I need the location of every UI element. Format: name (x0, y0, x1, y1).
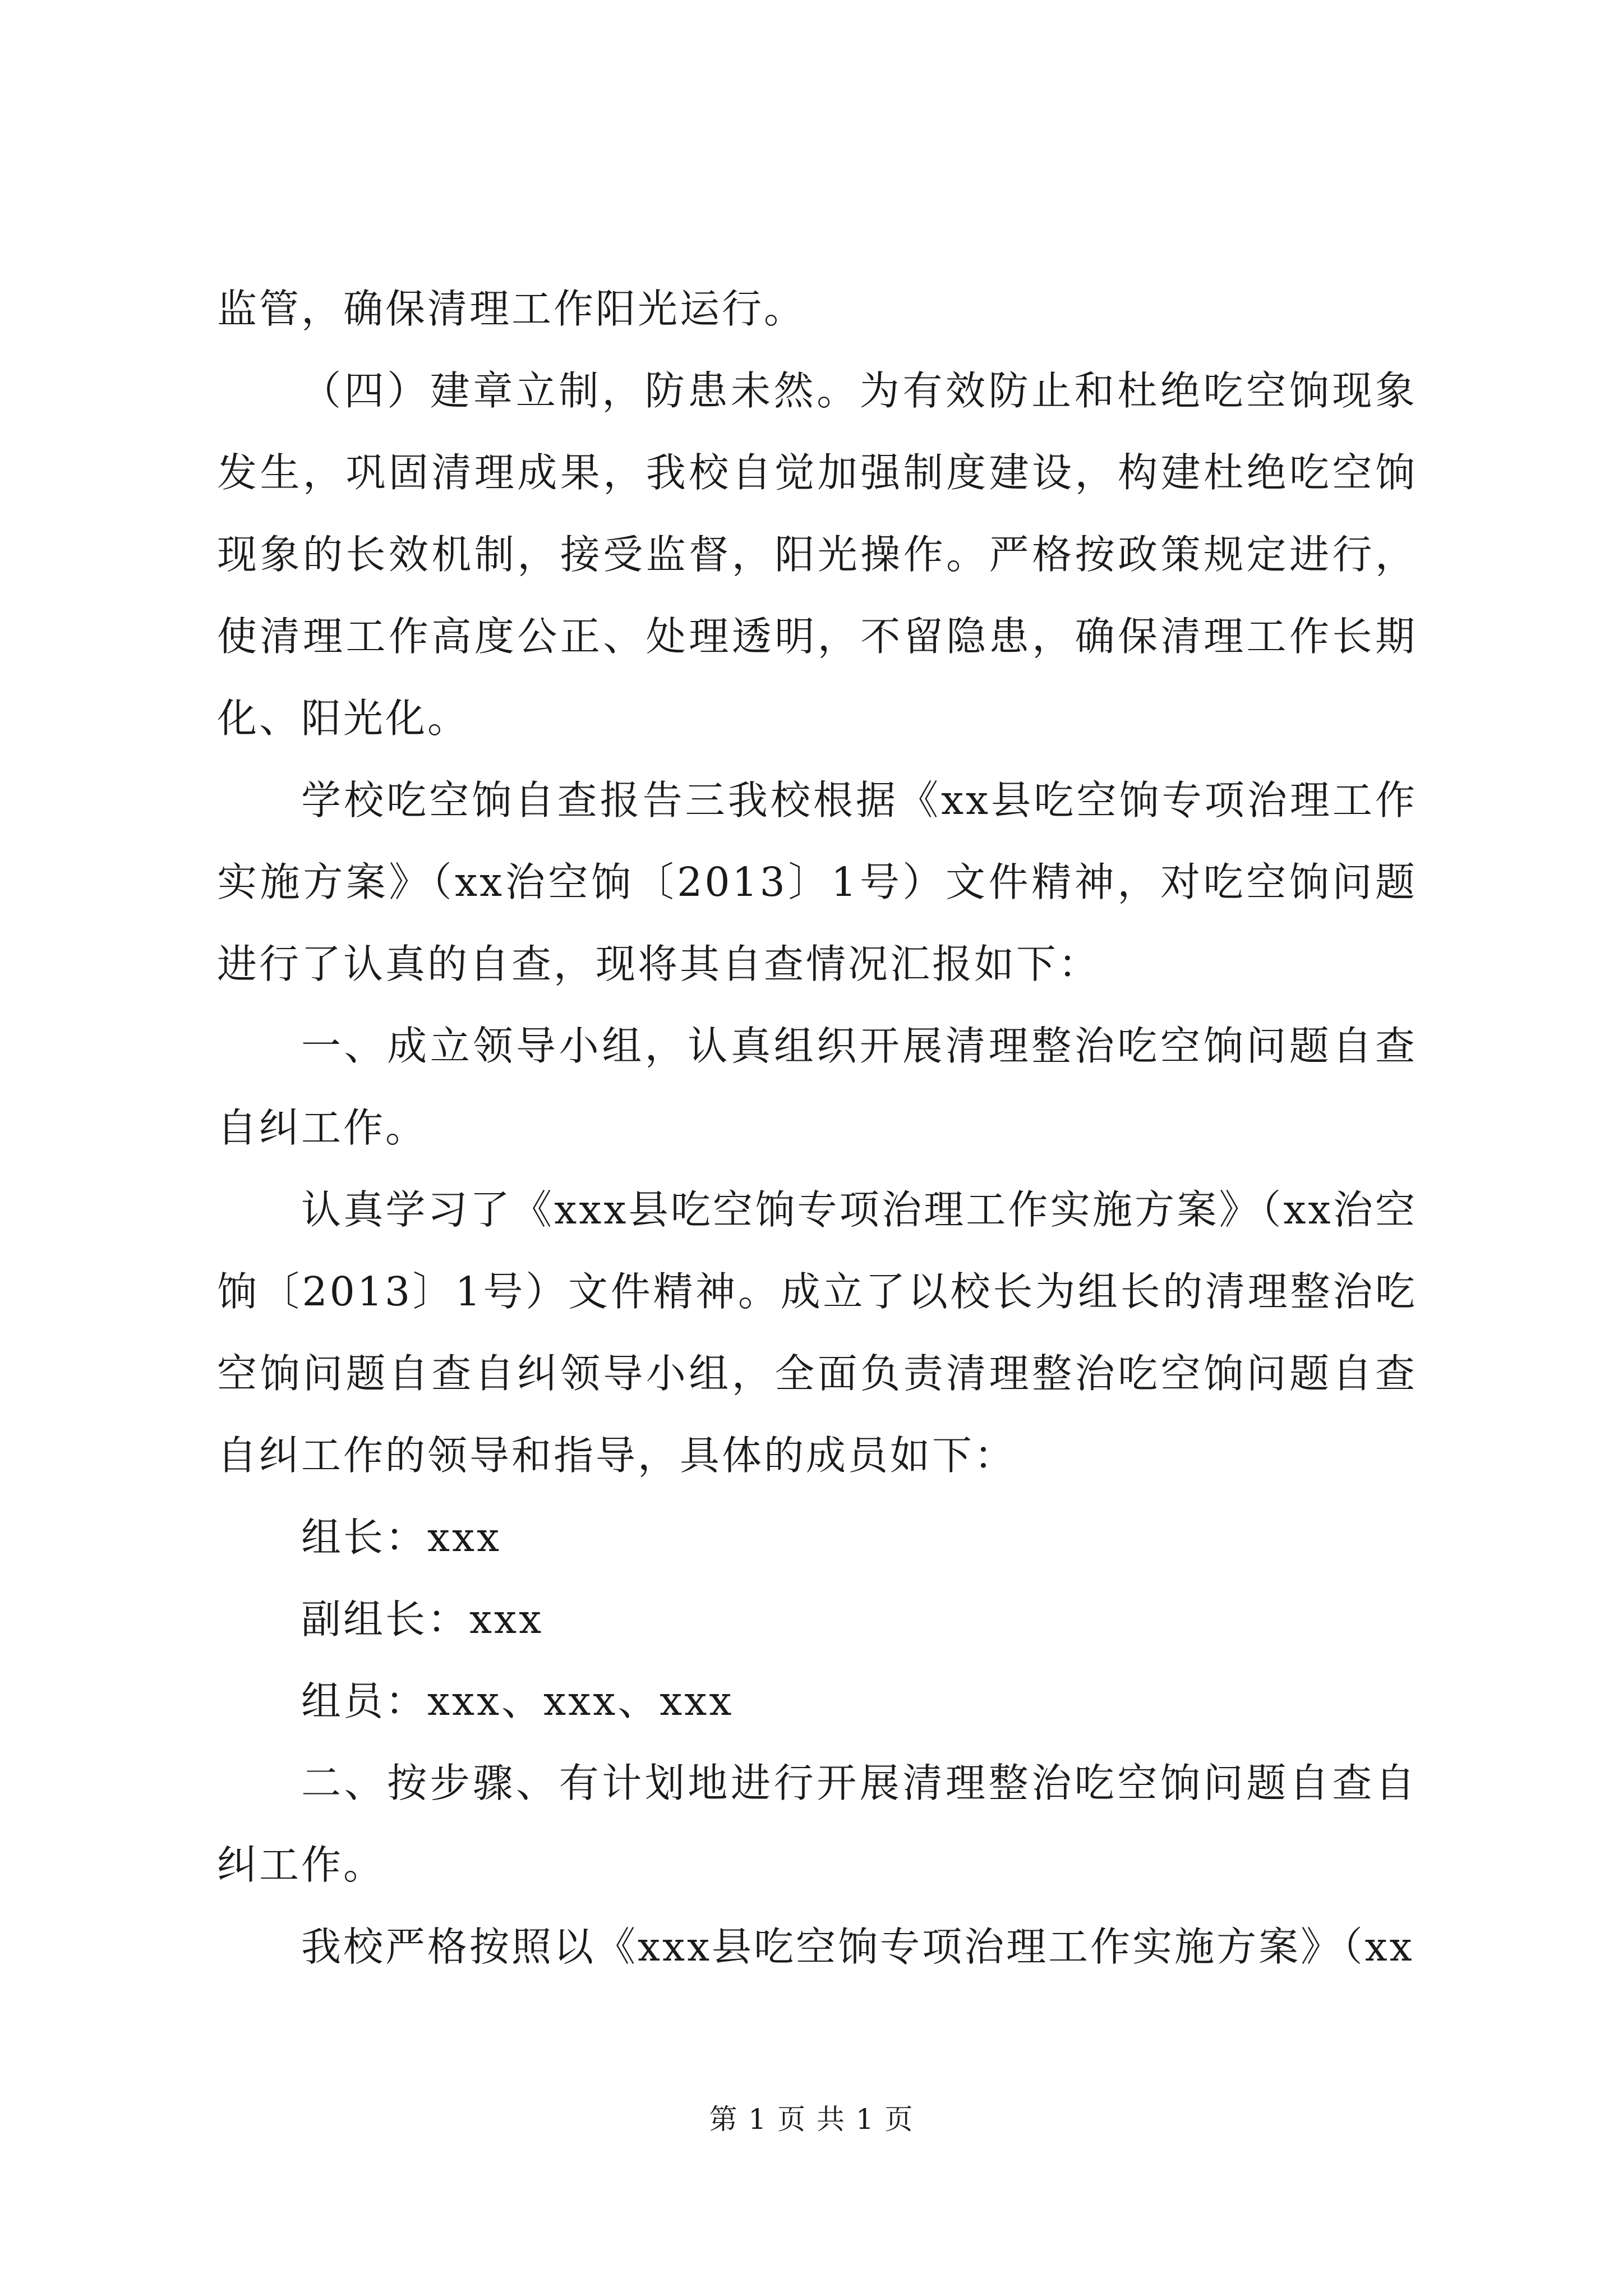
member-deputy-leader: 副组长：xxx (301, 1596, 544, 1642)
document-body (217, 268, 1417, 1988)
heading-section-one: 一、成立领导小组，认真组织开展清理整治吃空饷问题自查自纠工作。 (217, 1023, 1417, 1151)
paragraph-continuation: 监管，确保清理工作阳光运行。 (217, 286, 806, 332)
page-footer: 第 1 页 共 1 页 (709, 2103, 914, 2136)
paragraph-study-and-group: 认真学习了《xxx县吃空饷专项治理工作实施方案》（xx治空饷〔2013〕1号）文件精神。成立了以校长为组长的清理整治吃空饷问题自查自纠领导小组，全面负责清理整治吃空饷问题自查自纠工作的领导和指导，具体的成员如下： (217, 1186, 1417, 1479)
paragraph-report-three-intro: 学校吃空饷自查报告三我校根据《xx县吃空饷专项治理工作实施方案》（xx治空饷〔2013〕1号）文件精神，对吃空饷问题进行了认真的自查，现将其自查情况汇报如下： (217, 777, 1417, 987)
member-members: 组员：xxx、xxx、xxx (301, 1678, 734, 1724)
paragraph-implementation: 我校严格按照以《xxx县吃空饷专项治理工作实施方案》（xx (301, 1924, 1414, 1970)
heading-section-two: 二、按步骤、有计划地进行开展清理整治吃空饷问题自查自纠工作。 (217, 1760, 1417, 1888)
paragraph-section-four: （四）建章立制，防患未然。为有效防止和杜绝吃空饷现象发生，巩固清理成果，我校自觉加强制度建设，构建杜绝吃空饷现象的长效机制，接受监督，阳光操作。严格按政策规定进行，使清理工作高度公正、处理透明，不留隐患，确保清理工作长期化、阳光化。 (217, 367, 1417, 742)
member-leader: 组长：xxx (301, 1514, 502, 1561)
